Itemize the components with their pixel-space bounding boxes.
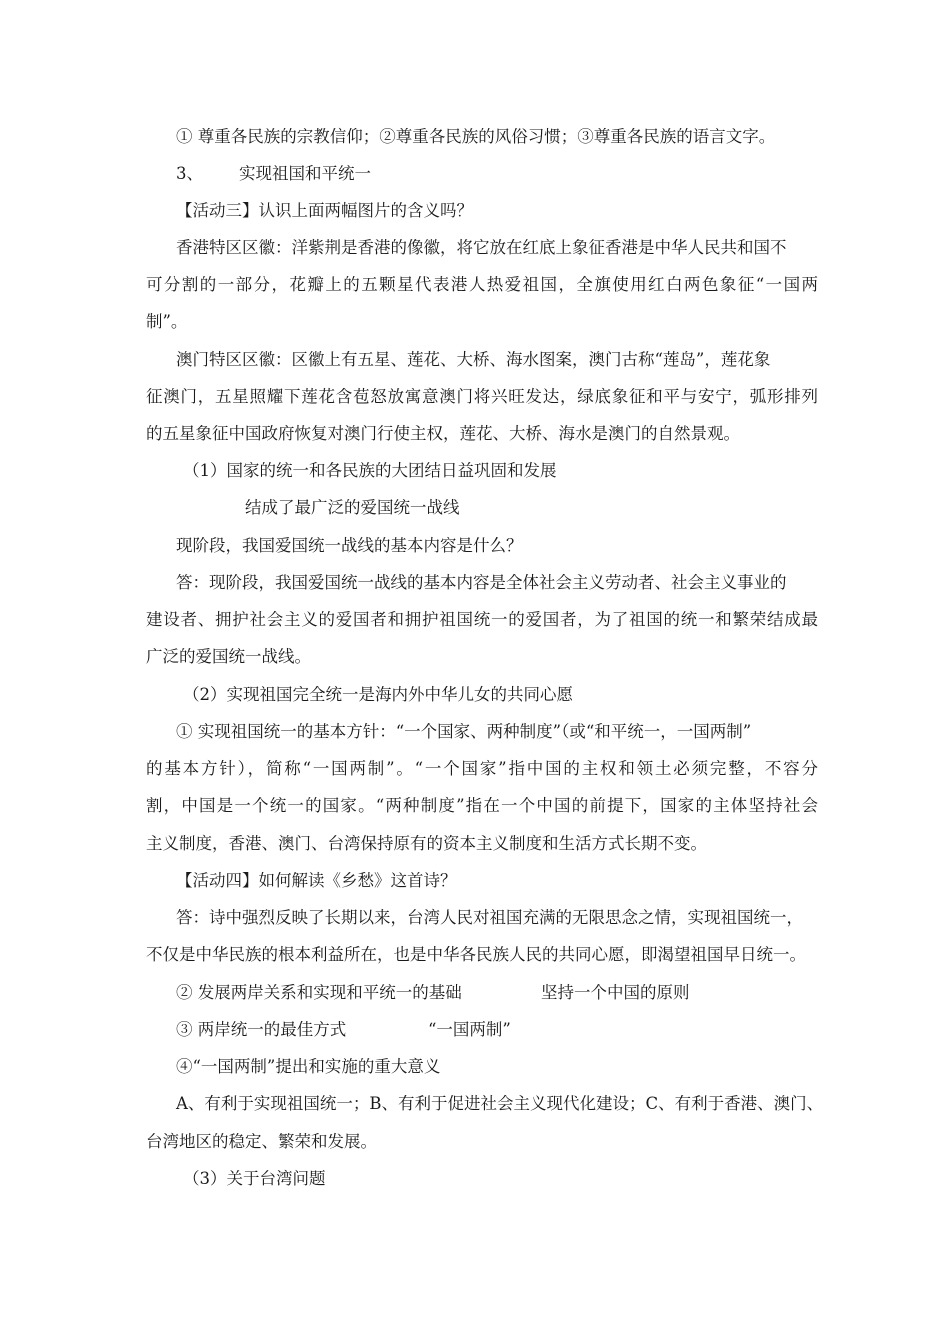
basic-policy-line-4: 主义制度，香港、澳门、台湾保持原有的资本主义制度和生活方式长期不变。 [146,834,707,853]
basic-policy-line-3: 割，中国是一个统一的国家。“两种制度”指在一个中国的前提下，国家的主体坚持社会 [146,796,818,815]
point-3-answer: “一国两制” [428,1020,511,1039]
poem-answer-line-1: 答：诗中强烈反映了长期以来，台湾人民对祖国充满的无限思念之情，实现祖国统一， [176,908,803,927]
poem-answer-line-2: 不仅是中华民族的根本利益所在，也是中华各民族人民的共同心愿，即渴望祖国早日统一。 [146,945,806,964]
section-heading-3 [176,163,371,185]
section-number: 3、 [176,164,203,183]
paragraph-respect-ethnic-groups: ① 尊重各民族的宗教信仰；②尊重各民族的风俗习惯；③尊重各民族的语言文字。 [176,127,776,146]
hong-kong-emblem-line-1: 香港特区区徽：洋紫荆是香港的像徽，将它放在红底上象征香港是中华人民共和国不 [176,238,787,257]
basic-policy-line-2: 的基本方针），简称“一国两制”。“一个国家”指中国的主权和领土必须完整，不容分 [146,759,818,778]
united-front-question: 现阶段，我国爱国统一战线的基本内容是什么？ [176,536,523,555]
subheading-1: （1）国家的统一和各民族的大团结日益巩固和发展 [183,461,557,480]
subheading-2: （2）实现祖国完全统一是海内外中华儿女的共同心愿 [183,685,573,704]
united-front-answer-line-1: 答：现阶段，我国爱国统一战线的基本内容是全体社会主义劳动者、社会主义事业的 [176,573,787,592]
macau-emblem-line-1: 澳门特区区徽：区徽上有五星、莲花、大桥、海水图案，澳门古称“莲岛”，莲花象 [176,350,771,369]
activity-four-question: 【活动四】如何解读《乡愁》这首诗？ [176,871,457,890]
significance-line-2: 台湾地区的稳定、繁荣和发展。 [146,1132,377,1151]
point-2-answer: 坚持一个中国的原则 [541,983,690,1002]
point-3-best-way: ③ 两岸统一的最佳方式 [176,1020,347,1039]
macau-emblem-line-2: 征澳门，五星照耀下莲花含苞怒放寓意澳门将兴旺发达，绿底象征和平与安宁，弧形排列 [146,387,818,406]
united-front-answer-line-2: 建设者、拥护社会主义的爱国者和拥护祖国统一的爱国者，为了祖国的统一和繁荣结成最 [146,610,818,629]
point-4-significance: ④“一国两制”提出和实施的重大意义 [176,1057,441,1076]
subheading-3: （3）关于台湾问题 [183,1169,326,1188]
hong-kong-emblem-line-2: 可分割的一部分，花瓣上的五颗星代表港人热爱祖国，全旗使用红白两色象征“一国两 [146,275,818,294]
hong-kong-emblem-line-3: 制”。 [146,312,188,331]
macau-emblem-line-3: 的五星象征中国政府恢复对澳门行使主权，莲花、大桥、海水是澳门的自然景观。 [146,424,740,443]
point-2-foundation [176,982,462,1004]
point-2-label: ② 发展两岸关系和实现和平统一的基础 [176,983,462,1002]
united-front-line: 结成了最广泛的爱国统一战线 [245,498,460,517]
section-title: 实现祖国和平统一 [239,164,371,183]
united-front-answer-line-3: 广泛的爱国统一战线。 [146,647,311,666]
activity-three-question: 【活动三】认识上面两幅图片的含义吗？ [176,201,473,220]
significance-line-1: A、有利于实现祖国统一；B、有利于促进社会主义现代化建设；C、有利于香港、澳门、 [176,1094,824,1113]
basic-policy-line-1: ① 实现祖国统一的基本方针：“一个国家、两种制度”（或“和平统一，一国两制” [176,722,752,741]
